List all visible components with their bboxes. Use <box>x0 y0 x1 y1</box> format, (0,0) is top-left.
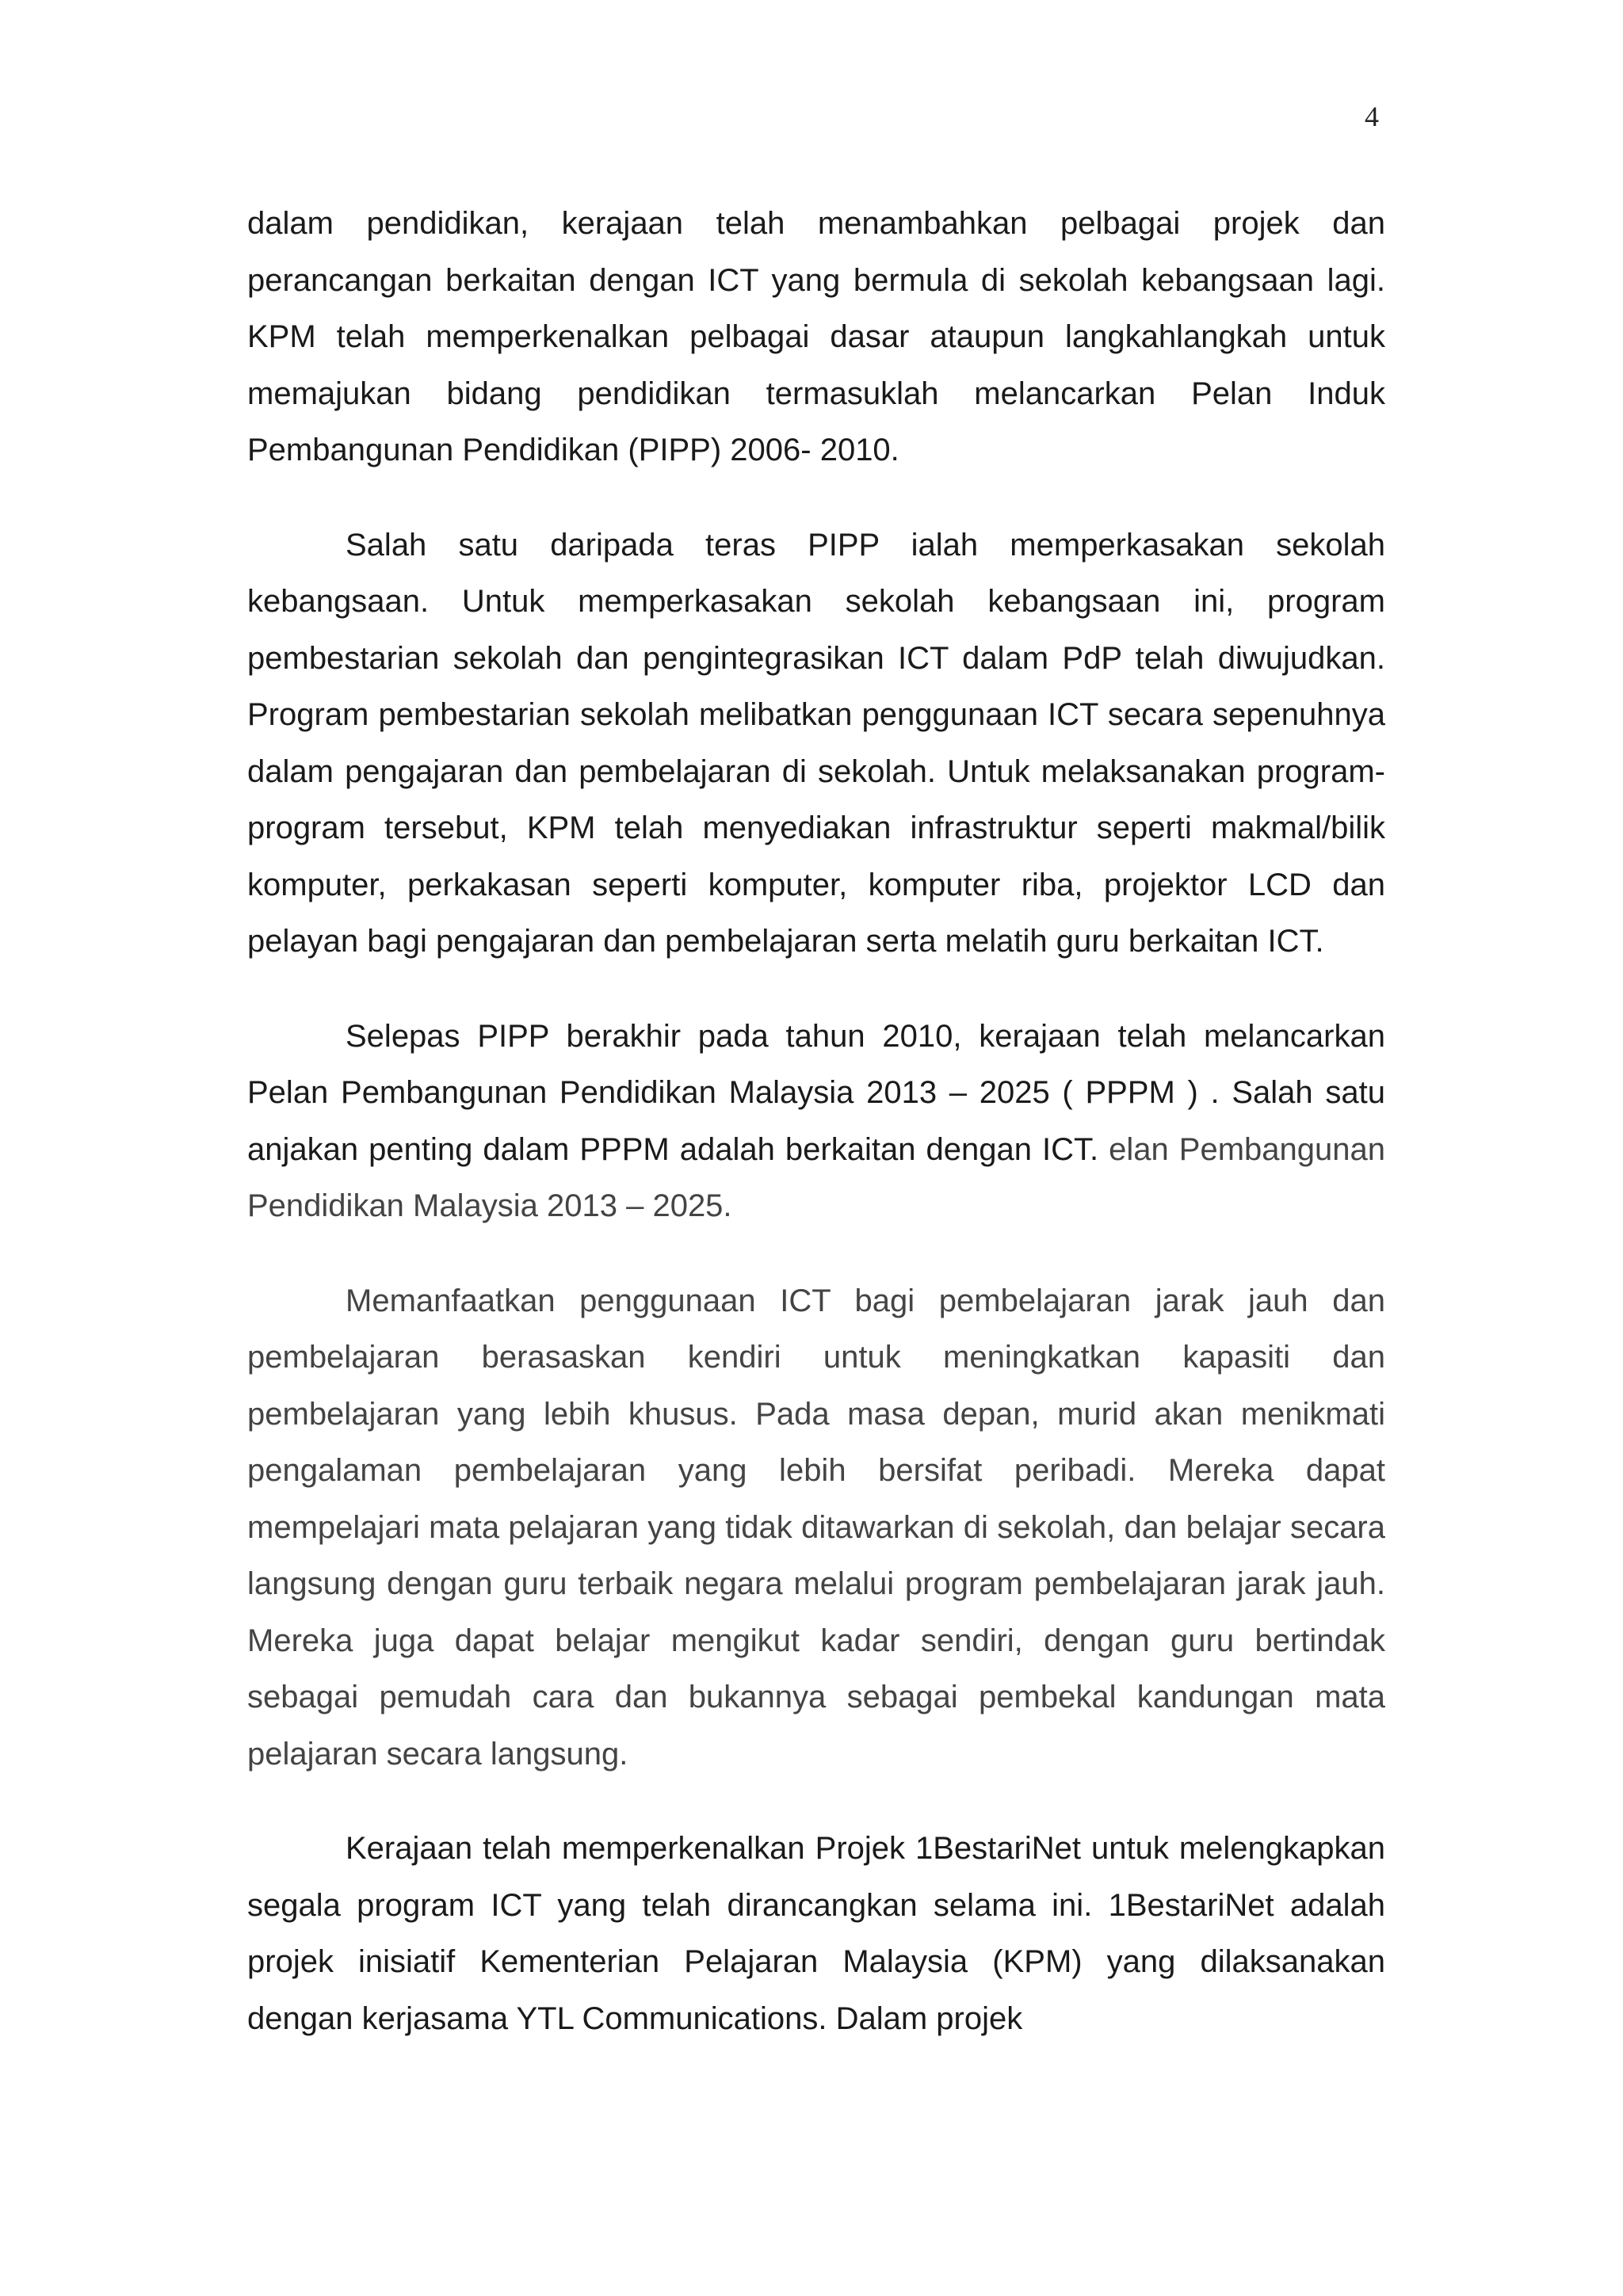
paragraph-5: Kerajaan telah memperkenalkan Projek 1BestariNet untuk melengkapkan segala program ICT yang telah dirancangkan selama ini. 1BestariNet adalah projek inisiatif Kementerian Pelajaran Malaysia (KPM) yang dilaksanakan dengan kerjasama YTL Communications. Dalam projek <box>247 1831 1385 2036</box>
page-number: 4 <box>1365 101 1379 132</box>
paragraph-1: dalam pendidikan, kerajaan telah menambahkan pelbagai projek dan perancangan berkaitan dengan ICT yang bermula di sekolah kebangsaan lagi. KPM telah memperkenalkan pelbagai dasar ataupun langkahlangkah untuk memajukan bidang pendidikan termasuklah melancarkan Pelan Induk Pembangunan Pendidikan (PIPP) 2006- 2010. <box>247 206 1385 467</box>
paragraph-4: Memanfaatkan penggunaan ICT bagi pembelajaran jarak jauh dan pembelajaran berasaskan kendiri untuk meningkatkan kapasiti dan pembelajaran yang lebih khusus. Pada masa depan, murid akan menikmati pengalaman pembelajaran yang lebih bersifat peribadi. Mereka dapat mempelajari mata pelajaran yang tidak ditawarkan di sekolah, dan belajar secara langsung dengan guru terbaik negara melalui program pembelajaran jarak jauh. Mereka juga dapat belajar mengikut kadar sendiri, dengan guru bertindak sebagai pemudah cara dan bukannya sebagai pembekal kandungan mata pelajaran secara langsung. <box>247 1283 1385 1772</box>
paragraph-3 <box>247 1009 1385 1235</box>
paragraph-3-grey: elan Pembangunan Pendidikan Malaysia 2013 – 2025. <box>247 1131 1386 1223</box>
paragraph-3-main: Selepas PIPP berakhir pada tahun 2010, kerajaan telah melancarkan Pelan Pembangunan Pendidikan Malaysia 2013 – 2025 ( PPPM ) . Salah satu anjakan penting dalam PPPM adalah berkaitan dengan ICT. <box>247 1018 1385 1167</box>
paragraph-2: Salah satu daripada teras PIPP ialah memperkasakan sekolah kebangsaan. Untuk memperkasakan sekolah kebangsaan ini, program pembestarian sekolah dan pengintegrasikan ICT dalam PdP telah diwujudkan. Program pembestarian sekolah melibatkan penggunaan ICT secara sepenuhnya dalam pengajaran dan pembelajaran di sekolah. Untuk melaksanakan program-program tersebut, KPM telah menyediakan infrastruktur seperti makmal/bilik komputer, perkakasan seperti komputer, komputer riba, projektor LCD dan pelayan bagi pengajaran dan pembelajaran serta melatih guru berkaitan ICT. <box>247 527 1385 959</box>
body-text <box>247 196 1385 2085</box>
